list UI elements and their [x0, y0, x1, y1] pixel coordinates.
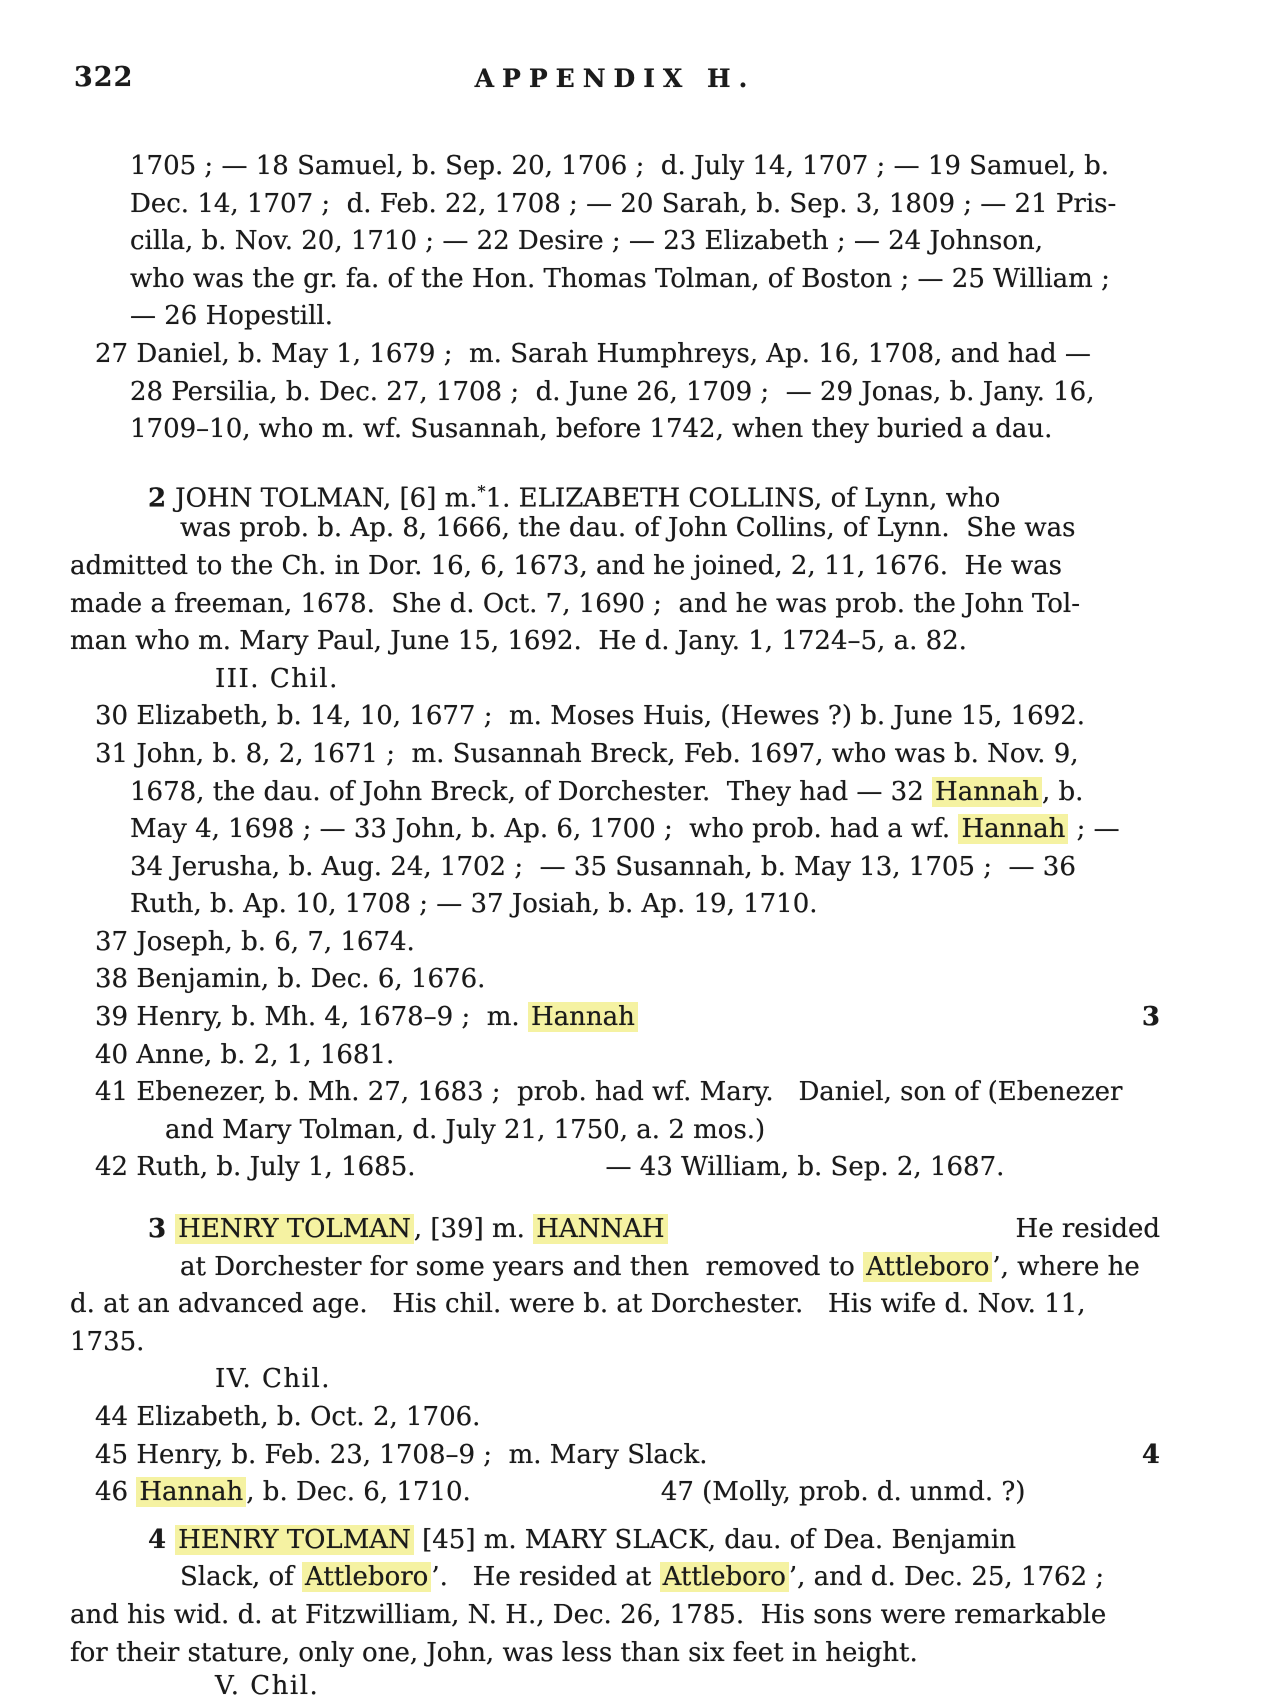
text-line	[95, 1074, 1160, 1112]
text-line	[70, 623, 1160, 661]
text-segment: 42 Ruth, b. July 1, 1685.	[95, 1152, 416, 1183]
text-segment: 37 Joseph, b. 6, 7, 1674.	[95, 926, 415, 957]
text-line	[130, 886, 1160, 924]
entry-27	[70, 336, 1160, 449]
text-segment: man who m. Mary Paul, June 15, 1692. He d. Jany. 1, 1724–5, a. 82.	[70, 626, 967, 657]
text-segment: ; —	[1068, 814, 1120, 845]
text-segment: 3	[148, 1214, 176, 1245]
text-segment: , b.	[1041, 776, 1084, 807]
text-line	[95, 1437, 1160, 1475]
text-segment: 40 Anne, b. 2, 1, 1681.	[95, 1039, 395, 1070]
text-segment: [45] m. MARY SLACK, dau. of Dea. Benjamin	[413, 1524, 1016, 1555]
text-segment: 28 Persilia, b. Dec. 27, 1708 ; d. June 26, 1709 ; — 29 Jonas, b. Jany. 16,	[130, 376, 1095, 407]
text-segment: 47 (Molly, prob. d. unmd. ?)	[660, 1477, 1026, 1508]
text-segment: 1. ELIZABETH COLLINS, of Lynn, who	[485, 483, 1001, 514]
heading-generation-iii: III. Chil.	[215, 663, 339, 694]
text-line	[70, 1597, 1160, 1635]
highlighted-text: Hannah	[932, 777, 1042, 807]
section-heading-line	[148, 1211, 1160, 1249]
text-segment: 1678, the dau. of John Breck, of Dorchester. They had — 32	[130, 776, 933, 807]
section-2-john-tolman	[70, 473, 1160, 661]
text-segment: 1735.	[70, 1326, 145, 1357]
text-segment: 2	[148, 483, 176, 514]
text-line	[130, 186, 1160, 224]
highlighted-text: HENRY TOLMAN	[175, 1525, 414, 1555]
text-segment: 45 Henry, b. Feb. 23, 1708–9 ; m. Mary Slack.	[95, 1439, 708, 1470]
text-line	[70, 586, 1160, 624]
section-heading-line	[148, 473, 1160, 514]
intro-paragraph	[70, 148, 1160, 336]
children-of-2	[70, 698, 1160, 1187]
highlighted-text: Attleboro	[660, 1562, 789, 1592]
text-segment: — 26 Hopestill.	[130, 301, 333, 332]
text-line	[95, 1037, 1160, 1075]
text-segment: , [39] m.	[413, 1214, 534, 1245]
text-line	[95, 698, 1160, 736]
text-segment: ’, where he	[992, 1251, 1140, 1282]
text-line	[70, 1635, 1160, 1673]
section-3-henry-tolman	[70, 1211, 1160, 1361]
text-line	[130, 261, 1160, 299]
text-segment: — 43 William, b. Sep. 2, 1687.	[605, 1152, 1005, 1183]
text-line	[130, 223, 1160, 261]
text-segment: and his wid. d. at Fitzwilliam, N. H., Dec. 26, 1785. His sons were remarkable	[70, 1599, 1107, 1630]
text-line	[130, 298, 1160, 336]
highlighted-text: Hannah	[958, 814, 1068, 844]
section-4-henry-tolman	[70, 1522, 1160, 1672]
text-line	[130, 849, 1160, 887]
text-segment: at Dorchester for some years and then removed to	[180, 1251, 864, 1282]
text-segment: and Mary Tolman, d. July 21, 1750, a. 2 mos.)	[165, 1114, 766, 1145]
text-segment: d. at an advanced age. His chil. were b. at Dorchester. His wife d. Nov. 11,	[70, 1289, 1086, 1320]
text-line	[95, 1149, 1160, 1187]
text-segment: 34 Jerusha, b. Aug. 24, 1702 ; — 35 Susannah, b. May 13, 1705 ; — 36	[130, 851, 1076, 882]
text-segment: 38 Benjamin, b. Dec. 6, 1676.	[95, 964, 486, 995]
text-line	[130, 411, 1160, 449]
text-line	[95, 924, 1160, 962]
text-segment: 1705 ; — 18 Samuel, b. Sep. 20, 1706 ; d. July 14, 1707 ; — 19 Samuel, b.	[130, 151, 1110, 181]
text-segment: 4	[1141, 1439, 1160, 1470]
text-segment: He resided	[1015, 1214, 1160, 1245]
text-line	[130, 374, 1160, 412]
highlighted-text: Hannah	[528, 1002, 638, 1032]
text-segment: 27 Daniel, b. May 1, 1679 ; m. Sarah Humphreys, Ap. 16, 1708, and had —	[95, 338, 1091, 369]
text-line	[95, 1474, 1160, 1512]
text-segment: admitted to the Ch. in Dor. 16, 6, 1673, and he joined, 2, 11, 1676. He was	[70, 550, 1062, 581]
clipped-bottom-line: V. Chil.	[215, 1671, 320, 1702]
text-line	[95, 1399, 1160, 1437]
text-line	[180, 1559, 1160, 1597]
text-segment: 3	[1141, 1002, 1160, 1033]
text-line	[95, 999, 1160, 1037]
text-segment: ’. He resided at	[431, 1562, 660, 1593]
page-header	[0, 0, 1280, 98]
text-segment: May 4, 1698 ; — 33 John, b. Ap. 6, 1700 ; who prob. had a wf.	[130, 814, 959, 845]
text-line	[70, 548, 1160, 586]
text-line	[180, 510, 1160, 548]
text-segment: 39 Henry, b. Mh. 4, 1678–9 ; m.	[95, 1002, 528, 1033]
highlighted-text: HANNAH	[533, 1214, 667, 1244]
text-segment: 30 Elizabeth, b. 14, 10, 1677 ; m. Moses Huis, (Hewes ?) b. June 15, 1692.	[95, 701, 1086, 732]
text-line	[95, 961, 1160, 999]
text-segment: Ruth, b. Ap. 10, 1708 ; — 37 Josiah, b. Ap. 19, 1710.	[130, 889, 818, 920]
highlighted-text: Hannah	[136, 1477, 246, 1507]
page-number: 322	[74, 62, 134, 93]
text-segment: made a freeman, 1678. She d. Oct. 7, 1690 ; and he was prob. the John Tol-	[70, 588, 1081, 619]
text-segment: for their stature, only one, John, was less than six feet in height.	[70, 1637, 918, 1668]
text-segment: , b. Dec. 6, 1710.	[246, 1477, 471, 1508]
highlighted-text: Attleboro	[302, 1562, 431, 1592]
text-line	[95, 336, 1160, 374]
text-line	[70, 1324, 1160, 1362]
text-segment: Slack, of	[180, 1562, 303, 1593]
text-segment: Dec. 14, 1707 ; d. Feb. 22, 1708 ; — 20 Sarah, b. Sep. 3, 1809 ; — 21 Pris-	[130, 188, 1117, 219]
text-line	[130, 148, 1160, 186]
text-segment: *	[477, 481, 486, 501]
text-segment: 31 John, b. 8, 2, 1671 ; m. Susannah Breck, Feb. 1697, who was b. Nov. 9,	[95, 738, 1079, 769]
running-head: APPENDIX H.	[474, 64, 756, 93]
text-segment: 4	[148, 1524, 176, 1555]
text-segment: 44 Elizabeth, b. Oct. 2, 1706.	[95, 1402, 481, 1432]
text-line	[180, 1249, 1160, 1287]
text-line	[70, 1286, 1160, 1324]
highlighted-text: Attleboro	[863, 1252, 992, 1282]
text-segment: who was the gr. fa. of the Hon. Thomas Tolman, of Boston ; — 25 William ;	[130, 263, 1110, 294]
text-line	[130, 811, 1160, 849]
section-heading-line	[148, 1522, 1160, 1560]
heading-generation-iv: IV. Chil.	[215, 1364, 332, 1395]
text-segment: 46	[95, 1477, 137, 1508]
text-line	[95, 736, 1160, 774]
text-segment: 41 Ebenezer, b. Mh. 27, 1683 ; prob. had wf. Mary. Daniel, son of (Ebenezer	[95, 1077, 1123, 1108]
text-segment: JOHN TOLMAN, [6] m.	[175, 483, 478, 514]
text-line	[165, 1112, 1160, 1150]
text-segment: 1709–10, who m. wf. Susannah, before 1742, when they buried a dau.	[130, 414, 1053, 445]
highlighted-text: HENRY TOLMAN	[175, 1214, 414, 1244]
text-column	[0, 148, 1280, 1706]
text-segment: cilla, b. Nov. 20, 1710 ; — 22 Desire ; — 23 Elizabeth ; — 24 Johnson,	[130, 226, 1044, 257]
text-segment: ’, and d. Dec. 25, 1762 ;	[788, 1562, 1105, 1593]
text-segment: was prob. b. Ap. 8, 1666, the dau. of John Collins, of Lynn. She was	[180, 513, 1076, 544]
children-of-3	[70, 1399, 1160, 1512]
text-line	[130, 774, 1160, 812]
